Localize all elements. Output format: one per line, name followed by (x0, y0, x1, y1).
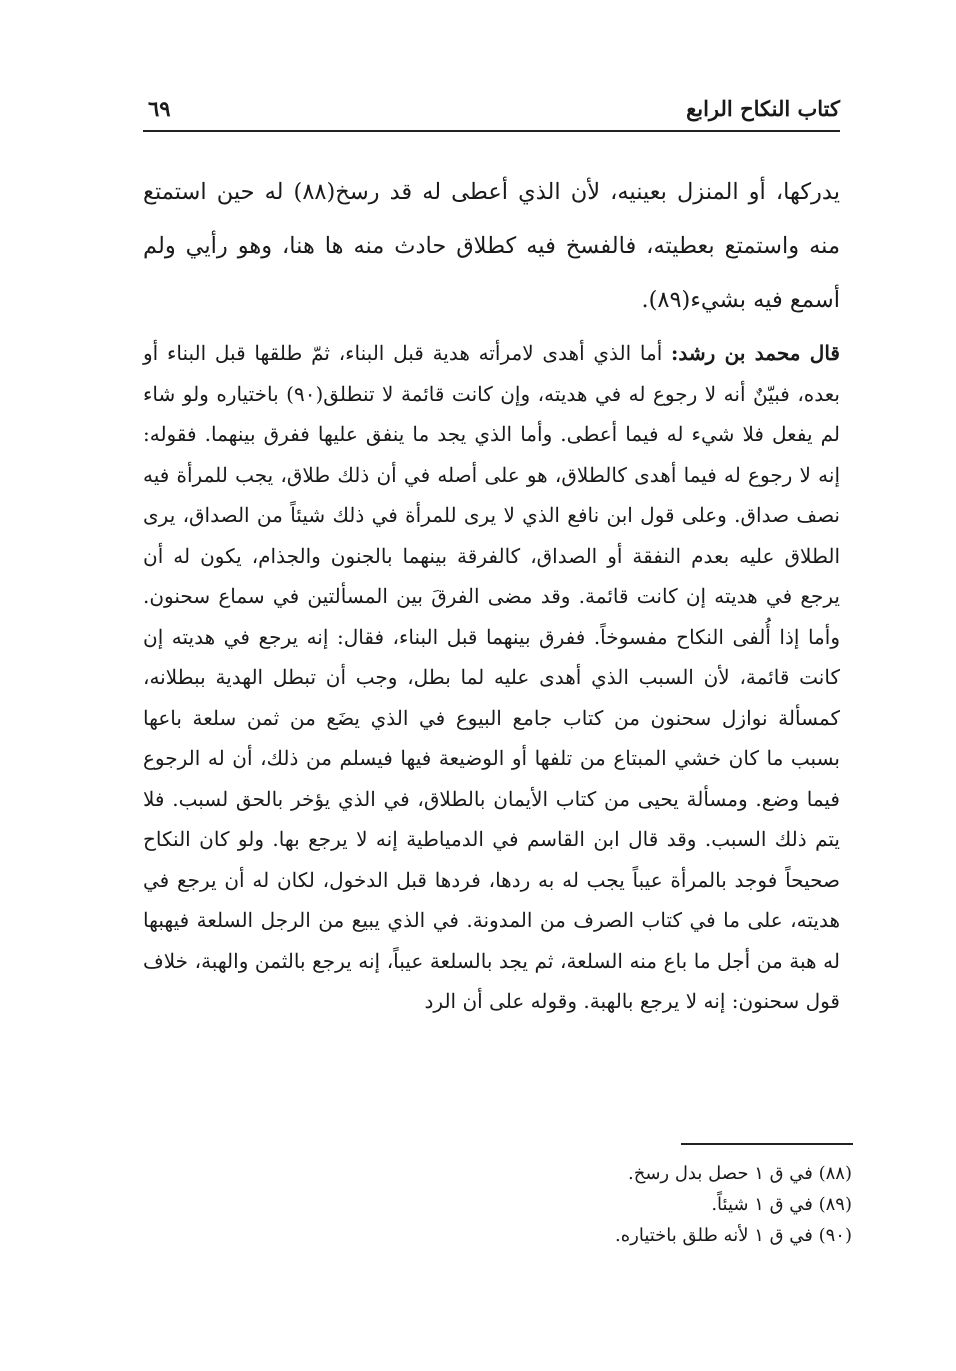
chapter-title: كتاب النكاح الرابع (686, 96, 840, 121)
footnotes (500, 1158, 852, 1251)
footnote: (٨٨) في ق ١ حصل بدل رسخ. (628, 1163, 852, 1184)
page-number: ٦٩ (148, 96, 171, 121)
paragraph-2 (143, 333, 840, 1022)
footnote: (٨٩) في ق ١ شيئاً. (711, 1194, 852, 1215)
paragraph-2-lead: قال محمد بن رشد: (671, 341, 840, 365)
header-rule (143, 130, 840, 132)
footnote-rule (681, 1143, 853, 1145)
paragraph-2-text: أما الذي أهدى لامرأته هدية قبل البناء، ثمّ طلقها قبل البناء أو بعده، فبيّنٌ أنه لا رجوع له في هديته، وإن كانت قائمة لا تنطلق(٩٠) باختياره ولو شاء لم يفعل فلا شيء له فيما أعطى. وأما الذي يجد ما ينفق عليها ففرق بينهما. فقوله: إنه لا رجوع له فيما أهدى كالطلاق، هو على أصله في أن ذلك طلاق، يجب للمرأة فيه نصف صداق. وعلى قول ابن نافع الذي لا يرى للمرأة في ذلك شيئاً من الصداق، يرى الطلاق عليه بعدم النفقة أو الصداق، كالفرقة بينهما بالجنون والجذام، يكون له أن يرجع في هديته إن كانت قائمة. وقد مضى الفرقَ بين المسألتين في سماع سحنون. وأما إذا أُلفى النكاح مفسوخاً. ففرق بينهما قبل البناء، فقال: إنه يرجع في هديته إن كانت قائمة، لأن السبب الذي أهدى عليه لما بطل، وجب أن تبطل الهدية ببطلانه، كمسألة نوازل سحنون من كتاب جامع البيوع في الذي يضَع من ثمن سلعة باعها بسبب ما كان خشي المبتاع من تلفها أو الوضيعة فيها فيسلم من ذلك، أن له الرجوع فيما وضع. ومسألة يحيى من كتاب الأيمان بالطلاق، في الذي يؤخر بالحق لسبب. فلا يتم ذلك السبب. وقد قال ابن القاسم في الدمياطية إنه لا يرجع بها. ولو كان النكاح صحيحاً فوجد بالمرأة عيباً يجب له به ردها، فردها قبل الدخول، لكان له أن يرجع في هديته، على ما في كتاب الصرف من المدونة. في الذي يبيع من الرجل السلعة فيهبها له هبة من أجل ما باع منه السلعة، ثم يجد بالسلعة عيباً، إنه يرجع بالثمن والهبة، خلاف قول سحنون: إنه لا يرجع بالهبة. وقوله على أن الرد (143, 341, 840, 1013)
body-text (143, 165, 840, 1022)
page-header (143, 96, 840, 130)
paragraph-1: يدركها، أو المنزل بعينيه، لأن الذي أعطى له قد رسخ(٨٨) له حين استمتع منه واستمتع بعطيته، فالفسخ فيه كطلاق حادث منه ها هنا، وهو رأيي ولم أسمع فيه بشيء(٨٩). (143, 179, 840, 313)
footnote: (٩٠) في ق ١ لأنه طلق باختياره. (614, 1225, 852, 1246)
